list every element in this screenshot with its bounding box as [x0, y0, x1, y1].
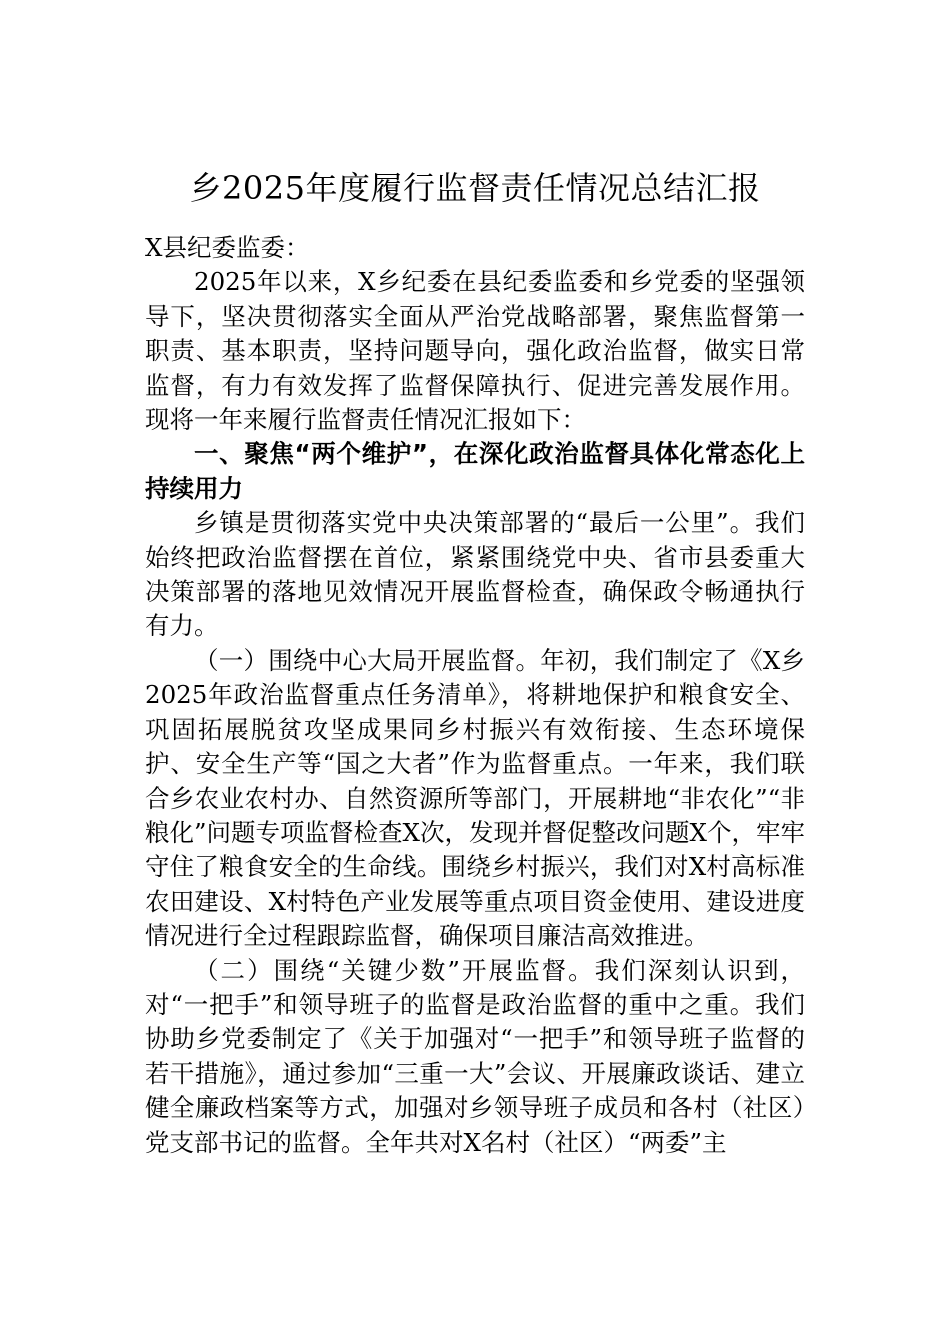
document-body	[145, 231, 805, 1160]
paragraph-subsection-1: （一）围绕中心大局开展监督。年初，我们制定了《X乡2025年政治监督重点任务清单》，将耕地保护和粮食安全、巩固拓展脱贫攻坚成果同乡村振兴有效衔接、生态环境保护、安全生产等“国之大者”作为监督重点。一年来，我们联合乡农业农村办、自然资源所等部门，开展耕地“非农化”“非粮化”问题专项监督检查X次，发现并督促整改问题X个，牢牢守住了粮食安全的生命线。围绕乡村振兴，我们对X村高标准农田建设、X村特色产业发展等重点项目资金使用、建设进度情况进行全过程跟踪监督，确保项目廉洁高效推进。	[145, 645, 805, 951]
paragraph-subsection-2: （二）围绕“关键少数”开展监督。我们深刻认识到，对“一把手”和领导班子的监督是政治监督的重中之重。我们协助乡党委制定了《关于加强对“一把手”和领导班子监督的若干措施》，通过参加“三重一大”会议、开展廉政谈话、建立健全廉政档案等方式，加强对乡领导班子成员和各村（社区）党支部书记的监督。全年共对X名村（社区）“两委”主	[145, 955, 805, 1157]
paragraph-intro: 2025年以来，X乡纪委在县纪委监委和乡党委的坚强领导下，坚决贯彻落实全面从严治党战略部署，聚焦监督第一职责、基本职责，坚持问题导向，强化政治监督，做实日常监督，有力有效发挥了监督保障执行、促进完善发展作用。现将一年来履行监督责任情况汇报如下：	[145, 267, 805, 435]
paragraph-section-1: 乡镇是贯彻落实党中央决策部署的“最后一公里”。我们始终把政治监督摆在首位，紧紧围绕党中央、省市县委重大决策部署的落地见效情况开展监督检查，确保政令畅通执行有力。	[145, 508, 805, 641]
salutation: X县纪委监委：	[145, 233, 310, 262]
section-heading-1: 一、聚焦“两个维护”，在深化政治监督具体化常态化上持续用力	[145, 439, 805, 503]
document-title: 乡2025年度履行监督责任情况总结汇报	[189, 169, 761, 207]
